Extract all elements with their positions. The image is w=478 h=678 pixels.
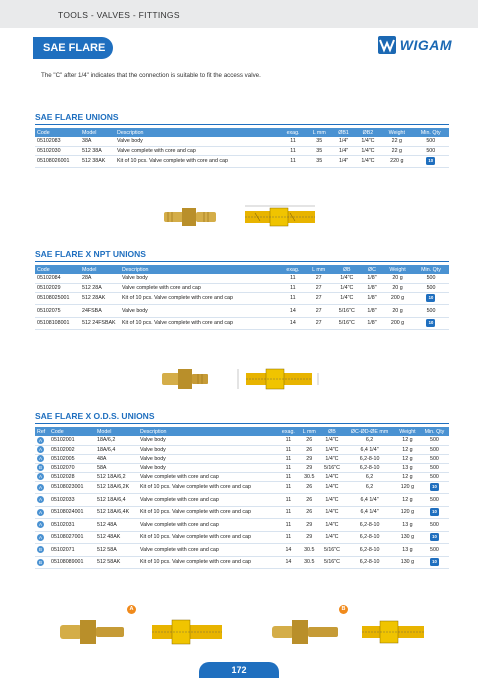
cell: 12 g	[395, 494, 420, 507]
cell-code: 05108089001	[49, 556, 95, 569]
cell: 500	[420, 445, 449, 454]
cell: 130 g	[395, 556, 420, 569]
cell: 30.5	[299, 472, 320, 481]
ref-badge: A	[38, 522, 42, 528]
table-row	[35, 472, 449, 481]
ref-badge: A	[38, 474, 42, 479]
cell-description: Valve complete with core and cap	[138, 544, 278, 557]
cell: 11	[278, 472, 299, 481]
cell: 6,2-8-10	[344, 519, 395, 532]
cell: 1/4"C	[320, 531, 345, 544]
cell-model: 18A/6,4	[95, 445, 138, 454]
cell: 1/4"	[332, 146, 354, 155]
cell-code: 05102028	[49, 472, 95, 481]
cell: 11	[278, 481, 299, 494]
cell: 29	[299, 463, 320, 472]
cell: 6,2-8-10	[344, 544, 395, 557]
cell-model: 512 28AK	[80, 292, 120, 305]
cell-description: Valve body	[138, 463, 278, 472]
col-header: Min. Qty	[421, 266, 441, 273]
cell: 29	[299, 531, 320, 544]
npt-product-images	[158, 363, 343, 395]
ref-badge: A	[38, 497, 42, 503]
cell-model: 18A/6,2	[95, 436, 138, 445]
cell: 14	[278, 556, 299, 569]
cell: 500	[420, 436, 449, 445]
cell: 11	[278, 436, 299, 445]
cell: 500	[412, 146, 449, 155]
cell: 6,2-8-10	[344, 556, 395, 569]
kit-qty-badge: 10	[426, 294, 435, 302]
cell-ref	[35, 531, 49, 544]
cell-ref	[35, 463, 49, 472]
cell-model: 512 18A/6,4	[95, 494, 138, 507]
cell: 1/8"	[362, 317, 382, 330]
cell: 27	[306, 317, 332, 330]
col-header: Description	[122, 266, 149, 273]
col-header: Description	[117, 129, 144, 136]
table-row	[35, 463, 449, 472]
cell: 200 g	[382, 292, 413, 305]
cell: 11	[280, 137, 306, 146]
cell: 11	[278, 531, 299, 544]
cell: 500	[413, 283, 449, 292]
cell-code: 05102030	[35, 146, 80, 155]
cell: 500	[420, 494, 449, 507]
cell: 20 g	[382, 305, 413, 318]
table-row	[35, 544, 449, 557]
cell: 1/4"C	[320, 494, 345, 507]
cell-code: 05102031	[49, 519, 95, 532]
cell-code: 05102071	[49, 544, 95, 557]
cell-description: Valve body	[120, 305, 280, 318]
cell: 14	[280, 305, 306, 318]
cell: 14	[280, 317, 306, 330]
ref-badge: A	[38, 534, 42, 540]
cell: 130 g	[395, 531, 420, 544]
cell: 30.5	[299, 556, 320, 569]
col-header: exag.	[286, 266, 300, 273]
table-row	[35, 454, 449, 463]
table-row	[35, 556, 449, 569]
cell: 500	[420, 519, 449, 532]
cell: 26	[299, 436, 320, 445]
col-header: Min. Qty	[420, 129, 441, 136]
page-number: 172	[199, 662, 279, 678]
ref-badge: A	[38, 437, 42, 443]
cell: 12 g	[395, 472, 420, 481]
cell-ref	[35, 556, 49, 569]
cell-model: 512 48AK	[95, 531, 138, 544]
cell: 13 g	[395, 519, 420, 532]
col-header: Model	[82, 129, 97, 136]
cell-description: Kit of 10 pcs. Valve complete with core and cap	[120, 317, 280, 330]
kit-qty-badge: 10	[430, 508, 439, 516]
col-header: ØB	[328, 428, 336, 435]
table-row	[35, 283, 449, 292]
cell: 1/8"	[362, 305, 382, 318]
page-title: SAE FLARE	[33, 37, 113, 59]
cell: 6,2	[344, 436, 395, 445]
cell: 22 g	[381, 137, 412, 146]
ref-badge: B	[38, 547, 42, 553]
ref-badge: A	[38, 447, 42, 452]
cell-description: Valve body	[138, 445, 278, 454]
cell: 27	[306, 274, 332, 283]
cell: 1/4"	[332, 155, 354, 168]
unions-table	[35, 128, 449, 168]
cell: 12 g	[395, 454, 420, 463]
cell: 5/16"C	[332, 317, 362, 330]
ref-badge: A	[38, 509, 42, 515]
table-row	[35, 155, 449, 168]
cell-model: 512 28A	[80, 283, 120, 292]
cell: 5/16"C	[320, 556, 345, 569]
cell-description: Kit of 10 pcs. Valve complete with core and cap	[138, 531, 278, 544]
cell: 1/8"	[362, 292, 382, 305]
cell: 1/4"C	[320, 445, 345, 454]
cell-description: Valve body	[120, 274, 280, 283]
ref-badge: B	[38, 559, 42, 565]
table-row	[35, 519, 449, 532]
kit-qty-badge: 10	[430, 483, 439, 491]
cell-code: 05102002	[49, 445, 95, 454]
cell-code: 05108023001	[49, 481, 95, 494]
cell-description: Kit of 10 pcs. Valve complete with core and cap	[138, 481, 278, 494]
cell: 27	[306, 305, 332, 318]
npt-technical-drawing	[238, 369, 318, 389]
cell: 35	[306, 146, 332, 155]
cell: 22 g	[381, 146, 412, 155]
table-row	[35, 445, 449, 454]
cell-description: Valve body	[138, 454, 278, 463]
cell-description: Valve body	[138, 436, 278, 445]
col-header: ØB1	[338, 129, 349, 136]
cell-min-qty	[420, 481, 449, 494]
cell-description: Valve complete with core and cap	[138, 494, 278, 507]
cell: 11	[278, 463, 299, 472]
cell-code: 05108024001	[49, 506, 95, 519]
col-header: Description	[140, 428, 167, 435]
cell: 27	[306, 292, 332, 305]
kit-qty-badge: 10	[426, 319, 435, 327]
cell-model: 512 18A/6,2	[95, 472, 138, 481]
col-header: Weight	[389, 266, 406, 273]
cell-ref	[35, 494, 49, 507]
cell-code: 05108025001	[35, 292, 80, 305]
cell: 11	[280, 146, 306, 155]
cell: 6,4 1/4"	[344, 494, 395, 507]
col-header: Weight	[388, 129, 405, 136]
brass-union-photo	[164, 208, 216, 226]
cell: 29	[299, 454, 320, 463]
cell: 27	[306, 283, 332, 292]
cell: 1/4"C	[320, 436, 345, 445]
cell: 1/4"C	[332, 283, 362, 292]
cell-min-qty	[420, 531, 449, 544]
cell: 1/4"C	[320, 506, 345, 519]
cell-model: 58A	[95, 463, 138, 472]
cell-code: 05108108001	[35, 317, 80, 330]
cell-code: 05102084	[35, 274, 80, 283]
cell-min-qty	[413, 292, 449, 305]
cell-ref	[35, 436, 49, 445]
cell: 26	[299, 494, 320, 507]
table-row	[35, 305, 449, 318]
ref-badge: A	[38, 484, 42, 490]
col-header: exag.	[286, 129, 300, 136]
cell: 5/16"C	[332, 305, 362, 318]
ref-badge: B	[38, 465, 42, 470]
table-row	[35, 274, 449, 283]
cell-model: 512 58A	[95, 544, 138, 557]
cell-description: Valve complete with core and cap	[120, 283, 280, 292]
cell: 11	[278, 506, 299, 519]
cell-description: Valve body	[115, 137, 280, 146]
cell: 11	[278, 494, 299, 507]
union-product-images	[160, 203, 340, 231]
table-row	[35, 146, 449, 155]
cell-model: 512 18A/6,2K	[95, 481, 138, 494]
cell: 11	[278, 454, 299, 463]
cell-code: 05102001	[49, 436, 95, 445]
cell: 1/4"C	[320, 519, 345, 532]
cell: 12 g	[395, 436, 420, 445]
brand-logo	[378, 36, 452, 54]
cell-code: 05102029	[35, 283, 80, 292]
cell-model: 28A	[80, 274, 120, 283]
cell: 11	[280, 292, 306, 305]
brass-ods-union-a-photo	[60, 620, 124, 644]
cell-code: 05108026001	[35, 155, 80, 168]
cell-description: Kit of 10 pcs. Valve complete with core and cap	[138, 556, 278, 569]
cell-model: 48A	[95, 454, 138, 463]
cell: 6,2-8-10	[344, 454, 395, 463]
cell: 1/4"	[332, 137, 354, 146]
cell-model: 38A	[80, 137, 115, 146]
brand-name: WIGAM	[399, 37, 452, 53]
npt-unions-table	[35, 265, 449, 330]
col-header: Weight	[399, 428, 416, 435]
cell-code: 05102070	[49, 463, 95, 472]
cell: 500	[412, 137, 449, 146]
cell-ref	[35, 519, 49, 532]
cell: 6,2	[344, 472, 395, 481]
ref-a-label: A	[127, 605, 136, 614]
col-header: ØB	[342, 266, 351, 273]
table-row	[35, 531, 449, 544]
kit-qty-badge: 10	[430, 558, 439, 566]
connection-note: The "C" after 1/4" indicates that the connection is suitable to fit the access valve.	[41, 72, 261, 79]
cell: 1/4"C	[332, 292, 362, 305]
table-row	[35, 436, 449, 445]
table-row	[35, 481, 449, 494]
wigam-logo-icon	[378, 36, 396, 54]
cell: 35	[306, 137, 332, 146]
cell: 6,4 1/4"	[344, 506, 395, 519]
col-header: Model	[82, 266, 97, 273]
ods-a-technical-drawing	[152, 620, 222, 644]
cell: 6,2-8-10	[344, 463, 395, 472]
col-header: L mm	[312, 129, 326, 136]
cell-model: 24FSBA	[80, 305, 120, 318]
section-title: SAE FLARE UNIONS	[35, 112, 449, 125]
ods-unions-table	[35, 427, 449, 569]
cell-min-qty	[413, 317, 449, 330]
kit-qty-badge: 10	[426, 157, 435, 165]
cell: 1/4"C	[320, 472, 345, 481]
section-sae-flare-unions	[35, 112, 449, 168]
cell: 5/16"C	[320, 463, 345, 472]
cell-ref	[35, 544, 49, 557]
col-header: Min. Qty	[424, 428, 445, 435]
cell-description: Kit of 10 pcs. Valve complete with core and cap	[120, 292, 280, 305]
cell-ref	[35, 506, 49, 519]
cell: 500	[420, 454, 449, 463]
cell-code: 05102083	[35, 137, 80, 146]
cell: 500	[413, 305, 449, 318]
cell: 11	[280, 283, 306, 292]
col-header: ØC-ØD-ØE mm	[350, 428, 389, 435]
cell: 11	[278, 519, 299, 532]
cell: 12 g	[395, 445, 420, 454]
top-bar	[0, 0, 478, 28]
cell-ref	[35, 454, 49, 463]
col-header: ØC	[368, 266, 376, 273]
table-row	[35, 292, 449, 305]
cell-model: 512 58AK	[95, 556, 138, 569]
cell: 1/4"C	[320, 481, 345, 494]
table-row	[35, 494, 449, 507]
cell: 6,2	[344, 481, 395, 494]
category-label: TOOLS - VALVES - FITTINGS	[58, 10, 180, 20]
cell-min-qty	[420, 506, 449, 519]
cell: 11	[278, 445, 299, 454]
col-header: Ref	[37, 428, 46, 435]
cell: 1/4"C	[355, 137, 381, 146]
section-sae-flare-npt	[35, 249, 449, 330]
cell: 500	[420, 472, 449, 481]
cell-code: 05102005	[49, 454, 95, 463]
cell: 6,2-8-10	[344, 531, 395, 544]
cell: 120 g	[395, 506, 420, 519]
cell: 26	[299, 506, 320, 519]
cell: 500	[420, 544, 449, 557]
kit-qty-badge: 10	[430, 533, 439, 541]
section-sae-flare-ods	[35, 411, 449, 569]
col-header: Code	[37, 266, 50, 273]
cell-ref	[35, 481, 49, 494]
brass-npt-union-photo	[162, 369, 208, 389]
cell: 1/4"C	[320, 454, 345, 463]
cell: 1/4"C	[355, 146, 381, 155]
ods-b-technical-drawing	[362, 621, 424, 643]
ref-badge: A	[38, 456, 42, 461]
table-row	[35, 137, 449, 146]
cell: 35	[306, 155, 332, 168]
table-row	[35, 317, 449, 330]
cell-ref	[35, 472, 49, 481]
cell: 1/8"	[362, 283, 382, 292]
section-title: SAE FLARE X O.D.S. UNIONS	[35, 411, 449, 424]
cell-code: 05108027001	[49, 531, 95, 544]
ref-b-label: B	[339, 605, 348, 614]
section-title: SAE FLARE X NPT UNIONS	[35, 249, 449, 262]
cell-model: 512 38A	[80, 146, 115, 155]
cell: 29	[299, 519, 320, 532]
cell-code: 05102033	[49, 494, 95, 507]
cell: 500	[413, 274, 449, 283]
cell: 500	[420, 463, 449, 472]
cell-description: Valve complete with core and cap	[138, 472, 278, 481]
cell: 120 g	[395, 481, 420, 494]
cell: 13 g	[395, 463, 420, 472]
cell-ref	[35, 445, 49, 454]
col-header: ØB2	[362, 129, 374, 136]
cell: 13 g	[395, 544, 420, 557]
brass-ods-union-b-photo	[272, 620, 338, 644]
col-header: exag.	[281, 428, 295, 435]
cell-model: 512 38AK	[80, 155, 115, 168]
col-header: Model	[97, 428, 112, 435]
cell-code: 05102075	[35, 305, 80, 318]
cell: 11	[280, 274, 306, 283]
col-header: Code	[37, 129, 50, 136]
cell: 6,4 1/4"	[344, 445, 395, 454]
cell: 26	[299, 445, 320, 454]
col-header: L mm	[302, 428, 316, 435]
cell: 14	[278, 544, 299, 557]
table-row	[35, 506, 449, 519]
cell-description: Valve complete with core and cap	[138, 519, 278, 532]
cell: 20 g	[382, 283, 413, 292]
cell: 1/8"	[362, 274, 382, 283]
cell: 1/4"C	[355, 155, 381, 168]
cell: 30.5	[299, 544, 320, 557]
union-technical-drawing	[245, 206, 315, 226]
cell: 26	[299, 481, 320, 494]
cell-description: Kit of 10 pcs. Valve complete with core and cap	[138, 506, 278, 519]
cell: 20 g	[382, 274, 413, 283]
col-header: Code	[51, 428, 64, 435]
cell-model: 512 48A	[95, 519, 138, 532]
col-header: L mm	[312, 266, 326, 273]
cell-min-qty	[420, 556, 449, 569]
cell: 220 g	[381, 155, 412, 168]
cell-model: 512 24FSBAK	[80, 317, 120, 330]
cell-description: Valve complete with core and cap	[115, 146, 280, 155]
ods-product-images	[40, 612, 460, 652]
cell-min-qty	[412, 155, 449, 168]
cell: 200 g	[382, 317, 413, 330]
cell: 11	[280, 155, 306, 168]
cell: 1/4"C	[332, 274, 362, 283]
cell-model: 512 18A/6,4K	[95, 506, 138, 519]
cell: 5/16"C	[320, 544, 345, 557]
cell-description: Kit of 10 pcs. Valve complete with core and cap	[115, 155, 280, 168]
